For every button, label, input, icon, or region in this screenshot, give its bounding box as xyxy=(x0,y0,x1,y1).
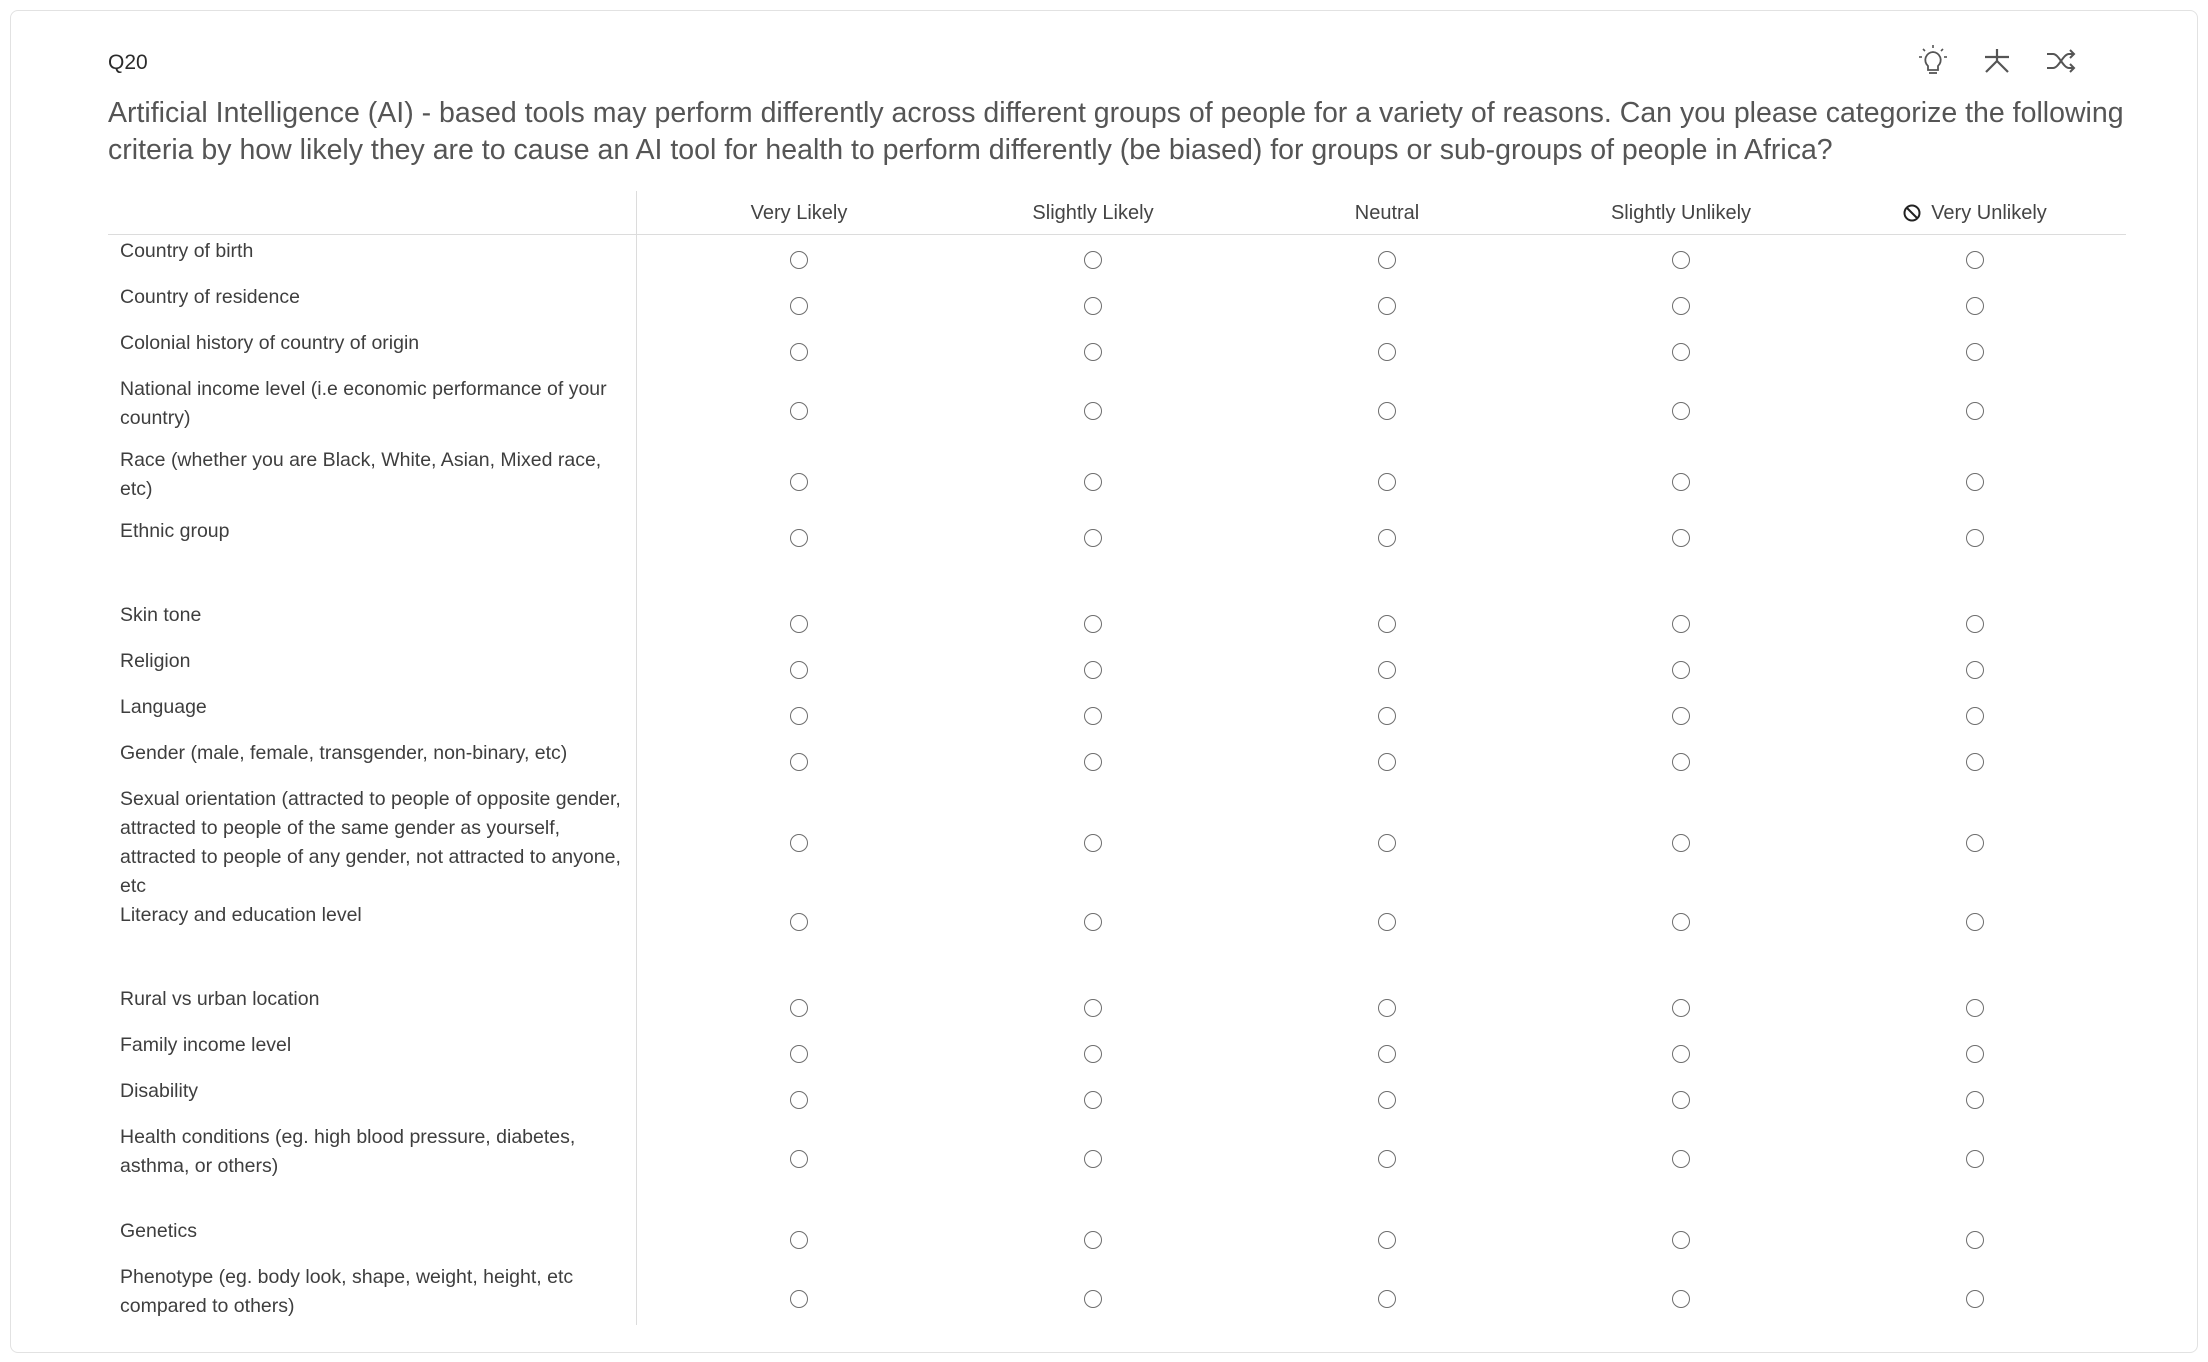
matrix-row xyxy=(108,446,2126,517)
radio-neutral[interactable] xyxy=(1378,1231,1396,1249)
column-header-very-likely xyxy=(689,201,909,225)
radio-slightly-likely[interactable] xyxy=(1084,999,1102,1017)
radio-very-unlikely[interactable] xyxy=(1966,1045,1984,1063)
radio-slightly-likely[interactable] xyxy=(1084,834,1102,852)
radio-slightly-likely[interactable] xyxy=(1084,1290,1102,1308)
radio-very-unlikely[interactable] xyxy=(1966,297,1984,315)
radio-slightly-likely[interactable] xyxy=(1084,1231,1102,1249)
radio-very-likely[interactable] xyxy=(790,753,808,771)
column-header-label: Very Likely xyxy=(750,202,848,224)
radio-slightly-unlikely[interactable] xyxy=(1672,834,1690,852)
radio-very-unlikely[interactable] xyxy=(1966,343,1984,361)
radio-slightly-unlikely[interactable] xyxy=(1672,1045,1690,1063)
radio-neutral[interactable] xyxy=(1378,707,1396,725)
radio-slightly-likely[interactable] xyxy=(1084,343,1102,361)
matrix-row xyxy=(108,329,2126,375)
radio-slightly-unlikely[interactable] xyxy=(1672,753,1690,771)
radio-very-likely[interactable] xyxy=(790,1290,808,1308)
radio-neutral[interactable] xyxy=(1378,615,1396,633)
column-header-label: Neutral xyxy=(1354,202,1420,224)
radio-slightly-likely[interactable] xyxy=(1084,615,1102,633)
matrix-row xyxy=(108,647,2126,693)
radio-neutral[interactable] xyxy=(1378,473,1396,491)
radio-slightly-unlikely[interactable] xyxy=(1672,297,1690,315)
matrix-row xyxy=(108,1217,2126,1263)
radio-very-likely[interactable] xyxy=(790,1231,808,1249)
row-label: Religion xyxy=(120,650,191,672)
matrix-table xyxy=(108,191,2126,1325)
radio-very-likely[interactable] xyxy=(790,473,808,491)
radio-very-likely[interactable] xyxy=(790,661,808,679)
column-header-slightly-unlikely xyxy=(1571,201,1791,225)
radio-slightly-unlikely[interactable] xyxy=(1672,999,1690,1017)
shuffle-icon[interactable] xyxy=(2039,39,2083,83)
row-label: Gender (male, female, transgender, non-binary, etc) xyxy=(120,742,568,764)
matrix-row xyxy=(108,693,2126,739)
radio-very-unlikely[interactable] xyxy=(1966,1150,1984,1168)
matrix-row xyxy=(108,1263,2126,1334)
radio-very-unlikely[interactable] xyxy=(1966,1290,1984,1308)
radio-very-likely[interactable] xyxy=(790,402,808,420)
row-label: Race (whether you are Black, White, Asian, Mixed race, etc) xyxy=(120,449,602,500)
column-header-label: Slightly Likely xyxy=(1032,202,1154,224)
row-label: Genetics xyxy=(120,1220,197,1242)
row-label: Family income level xyxy=(120,1034,292,1056)
radio-neutral[interactable] xyxy=(1378,251,1396,269)
radio-neutral[interactable] xyxy=(1378,1290,1396,1308)
radio-slightly-likely[interactable] xyxy=(1084,1150,1102,1168)
asterisk-icon[interactable] xyxy=(1975,39,2019,83)
column-header-label: Very Unlikely xyxy=(1931,202,2047,224)
column-header-slightly-likely xyxy=(983,201,1203,225)
radio-very-unlikely[interactable] xyxy=(1966,251,1984,269)
row-label: Colonial history of country of origin xyxy=(120,332,420,354)
matrix-row xyxy=(108,517,2126,563)
radio-slightly-likely[interactable] xyxy=(1084,529,1102,547)
matrix-row xyxy=(108,283,2126,329)
radio-slightly-unlikely[interactable] xyxy=(1672,1150,1690,1168)
matrix-row xyxy=(108,375,2126,446)
matrix-row xyxy=(108,1123,2126,1194)
radio-very-likely[interactable] xyxy=(790,615,808,633)
radio-slightly-likely[interactable] xyxy=(1084,661,1102,679)
row-label: Phenotype (eg. body look, shape, weight, height, etc compared to others) xyxy=(120,1266,574,1317)
question-id: Q20 xyxy=(108,51,148,74)
row-label: Sexual orientation (attracted to people of opposite gender, attracted to people of the same gender as yourself, attracted to people of any gender, not attracted to anyone, etc xyxy=(120,788,621,897)
radio-slightly-unlikely[interactable] xyxy=(1672,1091,1690,1109)
row-label: Ethnic group xyxy=(120,520,230,542)
row-label: Disability xyxy=(120,1080,199,1102)
radio-neutral[interactable] xyxy=(1378,402,1396,420)
radio-very-unlikely[interactable] xyxy=(1966,834,1984,852)
row-label: Country of birth xyxy=(120,240,254,262)
radio-very-unlikely[interactable] xyxy=(1966,707,1984,725)
radio-neutral[interactable] xyxy=(1378,661,1396,679)
column-header-label: Slightly Unlikely xyxy=(1610,202,1752,224)
radio-very-likely[interactable] xyxy=(790,999,808,1017)
radio-neutral[interactable] xyxy=(1378,1091,1396,1109)
radio-slightly-likely[interactable] xyxy=(1084,473,1102,491)
radio-very-unlikely[interactable] xyxy=(1966,402,1984,420)
radio-neutral[interactable] xyxy=(1378,913,1396,931)
radio-slightly-unlikely[interactable] xyxy=(1672,343,1690,361)
question-card xyxy=(10,10,2198,1353)
radio-very-unlikely[interactable] xyxy=(1966,661,1984,679)
row-label: National income level (i.e economic performance of your country) xyxy=(120,378,607,429)
row-label: Health conditions (eg. high blood pressure, diabetes, asthma, or others) xyxy=(120,1126,576,1177)
row-label: Rural vs urban location xyxy=(120,988,320,1010)
radio-very-unlikely[interactable] xyxy=(1966,473,1984,491)
radio-very-unlikely[interactable] xyxy=(1966,753,1984,771)
radio-very-unlikely[interactable] xyxy=(1966,999,1984,1017)
radio-very-likely[interactable] xyxy=(790,913,808,931)
radio-neutral[interactable] xyxy=(1378,834,1396,852)
radio-slightly-likely[interactable] xyxy=(1084,1045,1102,1063)
radio-slightly-likely[interactable] xyxy=(1084,251,1102,269)
radio-very-unlikely[interactable] xyxy=(1966,615,1984,633)
matrix-row xyxy=(108,237,2126,283)
radio-slightly-unlikely[interactable] xyxy=(1672,707,1690,725)
radio-very-likely[interactable] xyxy=(790,1150,808,1168)
radio-very-unlikely[interactable] xyxy=(1966,529,1984,547)
radio-slightly-unlikely[interactable] xyxy=(1672,402,1690,420)
radio-neutral[interactable] xyxy=(1378,1150,1396,1168)
radio-very-likely[interactable] xyxy=(790,834,808,852)
radio-slightly-unlikely[interactable] xyxy=(1672,1231,1690,1249)
row-label: Skin tone xyxy=(120,604,202,626)
matrix-row xyxy=(108,1077,2126,1123)
radio-slightly-likely[interactable] xyxy=(1084,913,1102,931)
matrix-row xyxy=(108,901,2126,947)
radio-slightly-likely[interactable] xyxy=(1084,1091,1102,1109)
radio-very-likely[interactable] xyxy=(790,707,808,725)
radio-very-likely[interactable] xyxy=(790,297,808,315)
matrix-row xyxy=(108,985,2126,1031)
column-header-neutral xyxy=(1277,201,1497,225)
radio-neutral[interactable] xyxy=(1378,529,1396,547)
matrix-row xyxy=(108,785,2126,901)
radio-very-unlikely[interactable] xyxy=(1966,1091,1984,1109)
radio-slightly-likely[interactable] xyxy=(1084,402,1102,420)
radio-very-likely[interactable] xyxy=(790,343,808,361)
radio-slightly-likely[interactable] xyxy=(1084,707,1102,725)
radio-very-likely[interactable] xyxy=(790,251,808,269)
row-label: Literacy and education level xyxy=(120,904,362,926)
radio-slightly-unlikely[interactable] xyxy=(1672,913,1690,931)
radio-very-unlikely[interactable] xyxy=(1966,1231,1984,1249)
radio-neutral[interactable] xyxy=(1378,753,1396,771)
radio-slightly-unlikely[interactable] xyxy=(1672,529,1690,547)
lightbulb-icon[interactable] xyxy=(1911,39,1955,83)
column-header-very-unlikely xyxy=(1865,201,2085,225)
matrix-row xyxy=(108,601,2126,647)
radio-very-likely[interactable] xyxy=(790,529,808,547)
radio-slightly-likely[interactable] xyxy=(1084,753,1102,771)
matrix-row xyxy=(108,1031,2126,1077)
row-label: Language xyxy=(120,696,207,718)
radio-slightly-unlikely[interactable] xyxy=(1672,661,1690,679)
radio-slightly-likely[interactable] xyxy=(1084,297,1102,315)
radio-slightly-unlikely[interactable] xyxy=(1672,473,1690,491)
header-divider xyxy=(108,234,2126,235)
radio-slightly-unlikely[interactable] xyxy=(1672,615,1690,633)
radio-neutral[interactable] xyxy=(1378,1045,1396,1063)
radio-neutral[interactable] xyxy=(1378,343,1396,361)
radio-slightly-unlikely[interactable] xyxy=(1672,1290,1690,1308)
question-text: Artificial Intelligence (AI) - based tools may perform differently across different groups of people for a variety of reasons. Can you please categorize the following criteria by how likely they are to cause an AI tool for health to perform differently (be biased) for groups or sub-groups of people in Africa? xyxy=(108,97,2124,166)
radio-slightly-unlikely[interactable] xyxy=(1672,251,1690,269)
radio-very-likely[interactable] xyxy=(790,1091,808,1109)
radio-neutral[interactable] xyxy=(1378,297,1396,315)
row-label: Country of residence xyxy=(120,286,300,308)
radio-very-unlikely[interactable] xyxy=(1966,913,1984,931)
matrix-row xyxy=(108,739,2126,785)
no-entry-icon xyxy=(1903,204,1921,222)
radio-neutral[interactable] xyxy=(1378,999,1396,1017)
radio-very-likely[interactable] xyxy=(790,1045,808,1063)
